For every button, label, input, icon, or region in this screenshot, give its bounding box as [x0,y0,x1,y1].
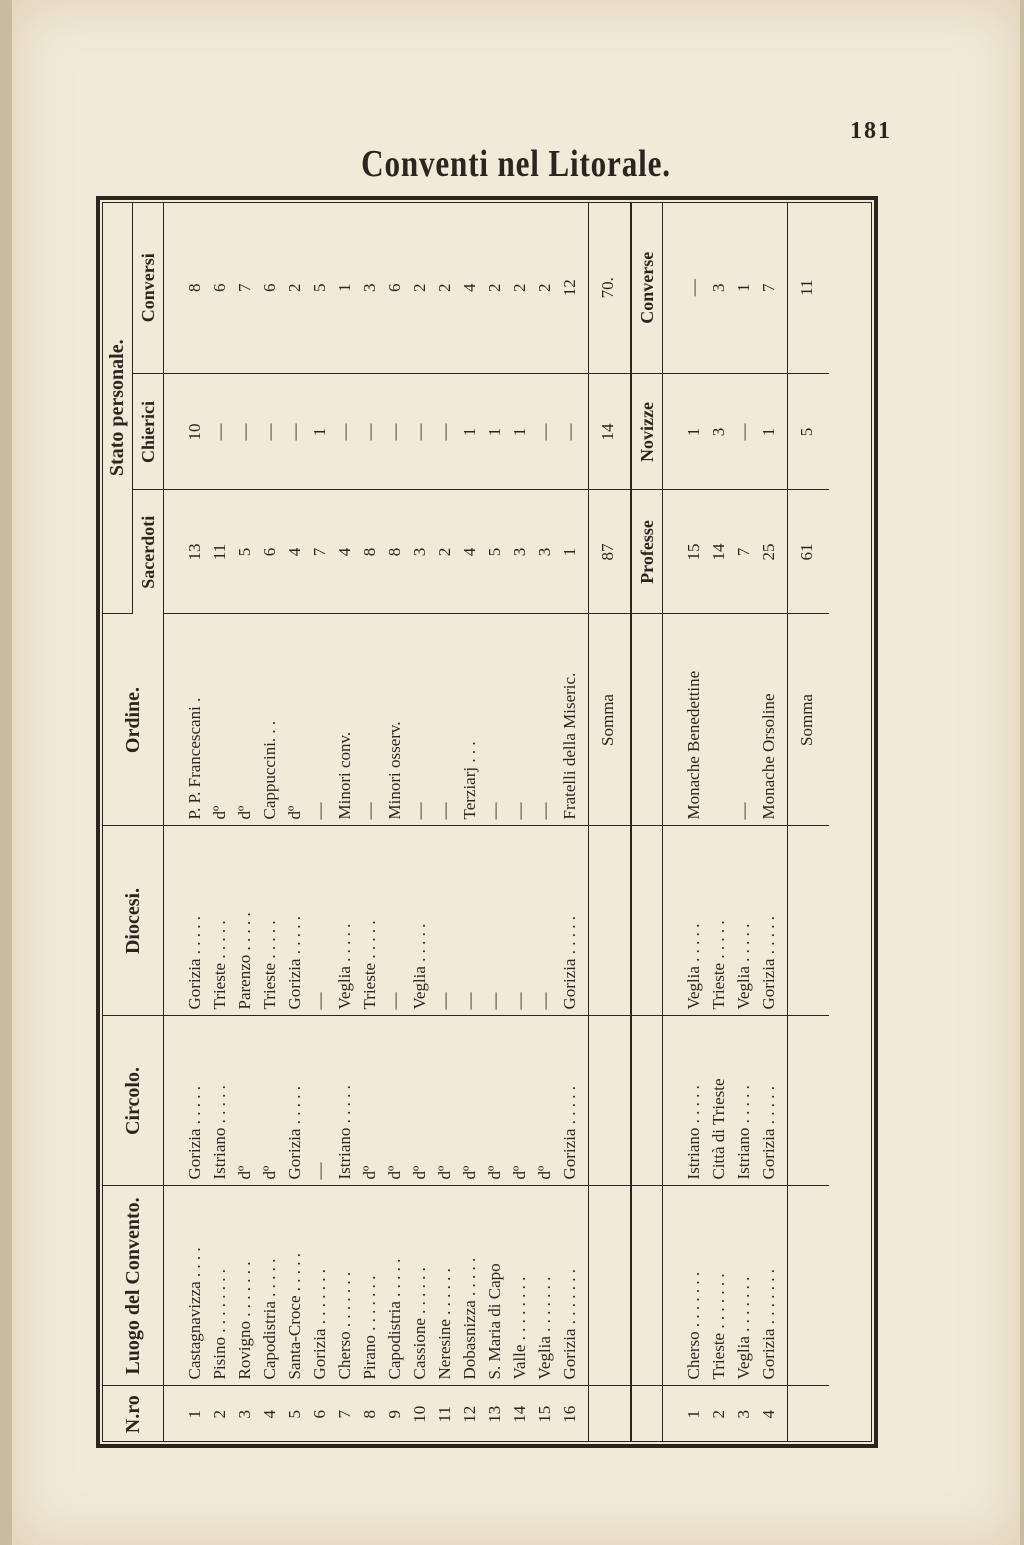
cell-ordine: P. P. Francescani . [164,614,208,826]
cell-converse: 3 [706,202,731,374]
cell-diocesi: Gorizia . . . . . [282,826,307,1016]
cell-ordine: — [432,614,457,826]
cell-ordine [706,614,731,826]
cell-ordine: — [482,614,507,826]
cell-circolo: dº [532,1016,557,1186]
cell-luogo: Capodistria . . . . . [382,1186,407,1386]
table-row [207,202,232,1442]
cell-ordine: Cappuccini. . . [257,614,282,826]
table-row [164,202,208,1442]
cell-luogo: Veglia . . . . . . . [532,1186,557,1386]
cell-chierici: — [432,374,457,490]
cell-sacerdoti: 4 [457,490,482,614]
cell-luogo: Santa-Croce . . . . . [282,1186,307,1386]
cell-diocesi: Trieste . . . . . [257,826,282,1016]
cell-diocesi: Gorizia . . . . . [756,826,788,1016]
cell-diocesi: Trieste . . . . . [207,826,232,1016]
cell-circolo: dº [257,1016,282,1186]
cell-ordine: Minori osserv. [382,614,407,826]
cell-luogo: Castagnavizza . . . . [164,1186,208,1386]
cell-chierici: — [207,374,232,490]
cell-novizze: — [731,374,756,490]
cell-nro: 2 [709,1410,728,1419]
cell-nro: 11 [435,1406,454,1423]
sum-professe: 61 [788,490,830,614]
cell-nro: 8 [360,1410,379,1419]
cell-nro: 4 [260,1410,279,1419]
cell-circolo: dº [457,1016,482,1186]
nuns-header [631,202,663,1442]
cell-chierici: — [557,374,589,490]
cell-diocesi: Gorizia . . . . . [164,826,208,1016]
cell-chierici: — [232,374,257,490]
nuns-sum [788,202,830,1442]
cell-chierici: — [532,374,557,490]
cell-diocesi: — [382,826,407,1016]
cell-converse: 7 [756,202,788,374]
cell-ordine: — [532,614,557,826]
header-nro: N.ro [102,1386,164,1442]
cell-sacerdoti: 5 [482,490,507,614]
cell-circolo: — [307,1016,332,1186]
cell-nro: 14 [510,1405,529,1423]
cell-conversi: 1 [332,202,357,374]
cell-ordine: — [357,614,382,826]
table-row [482,202,507,1442]
cell-sacerdoti: 4 [332,490,357,614]
header-professe: Professe [631,490,663,614]
cell-ordine: Monache Benedettine [663,614,707,826]
cell-chierici: — [382,374,407,490]
table-row [232,202,257,1442]
cell-ordine: — [407,614,432,826]
cell-novizze: 1 [756,374,788,490]
cell-sacerdoti: 3 [507,490,532,614]
cell-nro: 1 [185,1410,204,1419]
page-title: Conventi nel Litorale. [361,143,671,185]
cell-sacerdoti: 7 [307,490,332,614]
cell-ordine: dº [282,614,307,826]
cell-conversi: 2 [482,202,507,374]
cell-sacerdoti: 11 [207,490,232,614]
table-row [457,202,482,1442]
header-luogo: Luogo del Convento. [102,1186,164,1386]
table-row [357,202,382,1442]
cell-luogo: Dobasnizza . . . . . [457,1186,482,1386]
cell-ordine: Terziarj . . . [457,614,482,826]
sum-row [589,202,632,1442]
cell-diocesi: Veglia . . . . . [407,826,432,1016]
cell-conversi: 2 [532,202,557,374]
header-ordine: Ordine. [102,614,164,826]
cell-ordine: — [507,614,532,826]
table-row [307,202,332,1442]
cell-nro: 7 [335,1410,354,1419]
cell-circolo: Istriano . . . . . [731,1016,756,1186]
cell-conversi: 2 [507,202,532,374]
cell-diocesi: — [507,826,532,1016]
cell-circolo: dº [482,1016,507,1186]
cell-professe: 7 [731,490,756,614]
cell-sacerdoti: 2 [432,490,457,614]
cell-conversi: 12 [557,202,589,374]
header-conversi: Conversi [133,202,164,374]
cell-nro: 3 [235,1410,254,1419]
cell-chierici: 10 [164,374,208,490]
convents-sum [589,202,632,1442]
cell-conversi: 8 [164,202,208,374]
cell-nro: 16 [560,1405,579,1423]
cell-nro: 4 [759,1410,778,1419]
cell-nro: 5 [285,1410,304,1419]
header-sacerdoti: Sacerdoti [133,490,164,614]
cell-conversi: 5 [307,202,332,374]
cell-luogo: Cassione . . . . . . [407,1186,432,1386]
cell-luogo: Gorizia . . . . . . . [307,1186,332,1386]
cell-luogo: Capodistria . . . . . [257,1186,282,1386]
cell-circolo: Gorizia . . . . . [756,1016,788,1186]
cell-sacerdoti: 8 [357,490,382,614]
cell-ordine: Monache Orsoline [756,614,788,826]
cell-diocesi: Parenzo . . . . . [232,826,257,1016]
table-row [407,202,432,1442]
cell-converse: 1 [731,202,756,374]
cell-luogo: Pisino . . . . . . . . [207,1186,232,1386]
cell-ordine: Fratelli della Miseric. [557,614,589,826]
cell-diocesi: Trieste . . . . . [706,826,731,1016]
table-row [257,202,282,1442]
convents-body [164,202,589,1442]
cell-chierici: 1 [307,374,332,490]
cell-circolo: dº [407,1016,432,1186]
cell-circolo: Gorizia . . . . . [282,1016,307,1186]
sum-sacerdoti: 87 [589,490,632,614]
cell-luogo: Cherso . . . . . . . [332,1186,357,1386]
cell-luogo: Valle . . . . . . . . [507,1186,532,1386]
cell-chierici: 1 [457,374,482,490]
cell-chierici: — [357,374,382,490]
cell-chierici: — [332,374,357,490]
header-circolo: Circolo. [102,1016,164,1186]
cell-circolo: Gorizia . . . . . [557,1016,589,1186]
cell-conversi: 4 [457,202,482,374]
cell-sacerdoti: 3 [532,490,557,614]
header-chierici: Chierici [133,374,164,490]
cell-luogo: S. Maria di Capo [482,1186,507,1386]
sum-converse: 11 [788,202,830,374]
cell-ordine: Minori conv. [332,614,357,826]
cell-circolo: Istriano . . . . . [207,1016,232,1186]
cell-ordine: dº [232,614,257,826]
cell-diocesi: — [482,826,507,1016]
cell-chierici: — [257,374,282,490]
cell-circolo: Istriano . . . . . [663,1016,707,1186]
cell-sacerdoti: 13 [164,490,208,614]
table-row [382,202,407,1442]
cell-luogo: Neresine . . . . . . [432,1186,457,1386]
cell-circolo: dº [507,1016,532,1186]
table-row [706,202,731,1442]
header-converse: Converse [631,202,663,374]
cell-circolo: Gorizia . . . . . [164,1016,208,1186]
cell-nro: 12 [460,1405,479,1423]
cell-chierici: — [282,374,307,490]
cell-circolo: Istriano . . . . . [332,1016,357,1186]
cell-conversi: 3 [357,202,382,374]
header-diocesi: Diocesi. [102,826,164,1016]
table-row [756,202,788,1442]
cell-diocesi: Trieste . . . . . [357,826,382,1016]
sum-chierici: 14 [589,374,632,490]
cell-professe: 25 [756,490,788,614]
cell-sacerdoti: 8 [382,490,407,614]
cell-nro: 1 [684,1410,703,1419]
cell-chierici: — [407,374,432,490]
sum-novizze: 5 [788,374,830,490]
cell-circolo: dº [357,1016,382,1186]
cell-conversi: 7 [232,202,257,374]
sum-conversi: 70. [589,202,632,374]
cell-luogo: Rovigno . . . . . . . [232,1186,257,1386]
cell-nro: 2 [210,1410,229,1419]
cell-converse: — [663,202,707,374]
convents-table [102,202,829,1442]
cell-conversi: 2 [282,202,307,374]
table-row [282,202,307,1442]
table-row [507,202,532,1442]
cell-professe: 15 [663,490,707,614]
cell-diocesi: — [532,826,557,1016]
cell-luogo: Trieste . . . . . . . [706,1186,731,1386]
table-row [332,202,357,1442]
cell-sacerdoti: 3 [407,490,432,614]
cell-sacerdoti: 1 [557,490,589,614]
table-row [532,202,557,1442]
header-novizze: Novizze [631,374,663,490]
cell-diocesi: — [307,826,332,1016]
cell-circolo: dº [232,1016,257,1186]
cell-diocesi: — [457,826,482,1016]
cell-conversi: 2 [407,202,432,374]
cell-circolo: dº [432,1016,457,1186]
sum-label: Somma [788,614,830,826]
sum-label: Somma [589,614,632,826]
cell-circolo: Città di Trieste [706,1016,731,1186]
cell-ordine: — [307,614,332,826]
cell-sacerdoti: 4 [282,490,307,614]
cell-luogo: Pirano . . . . . . . [357,1186,382,1386]
sum-row [788,202,830,1442]
cell-sacerdoti: 5 [232,490,257,614]
cell-professe: 14 [706,490,731,614]
nuns-body [663,202,788,1442]
table-row [663,202,707,1442]
cell-luogo: Gorizia . . . . . . . [756,1186,788,1386]
page-number: 181 [850,118,892,144]
cell-luogo: Veglia . . . . . . . [731,1186,756,1386]
cell-diocesi: — [432,826,457,1016]
cell-conversi: 2 [432,202,457,374]
cell-ordine: dº [207,614,232,826]
table-row [557,202,589,1442]
cell-nro: 10 [410,1405,429,1423]
header-stato-personale: Stato personale. [102,202,133,614]
cell-luogo: Gorizia . . . . . . . [557,1186,589,1386]
rotated-table-container [102,202,872,1442]
cell-conversi: 6 [257,202,282,374]
cell-novizze: 1 [663,374,707,490]
cell-nro: 6 [310,1410,329,1419]
cell-circolo: dº [382,1016,407,1186]
cell-ordine: — [731,614,756,826]
cell-conversi: 6 [382,202,407,374]
table-row [731,202,756,1442]
cell-chierici: 1 [507,374,532,490]
cell-diocesi: Veglia . . . . . [332,826,357,1016]
table-row [432,202,457,1442]
cell-diocesi: Veglia . . . . . [731,826,756,1016]
cell-luogo: Cherso . . . . . . . [663,1186,707,1386]
cell-nro: 9 [385,1410,404,1419]
cell-nro: 13 [485,1405,504,1423]
cell-chierici: 1 [482,374,507,490]
cell-conversi: 6 [207,202,232,374]
cell-diocesi: Veglia . . . . . [663,826,707,1016]
cell-sacerdoti: 6 [257,490,282,614]
cell-novizze: 3 [706,374,731,490]
cell-nro: 15 [535,1405,554,1423]
cell-diocesi: Gorizia . . . . . [557,826,589,1016]
cell-nro: 3 [734,1410,753,1419]
